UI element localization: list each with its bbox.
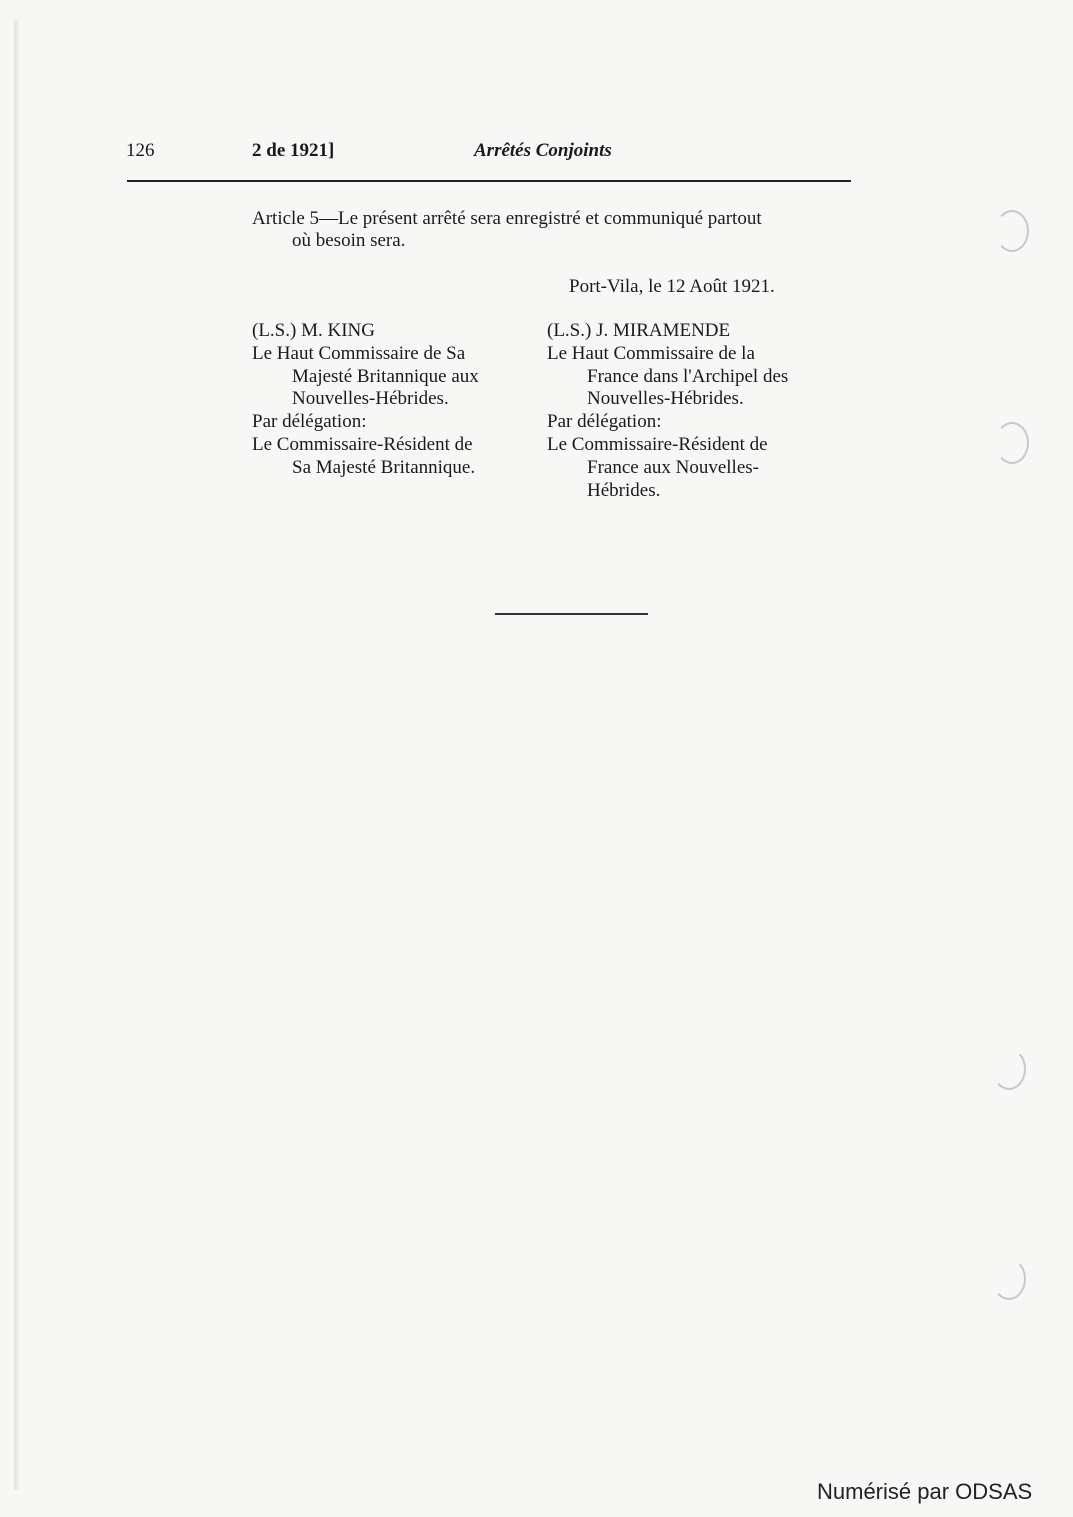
- article-5: [252, 208, 862, 252]
- left-seal-name: (L.S.) M. KING: [252, 320, 375, 341]
- left-title-line-4: Le Commissaire-Résident de: [252, 433, 473, 455]
- running-title: Arrêtés Conjoints: [474, 140, 612, 161]
- page-binding-edge: [14, 20, 19, 1490]
- digitization-credit: Numérisé par ODSAS: [817, 1479, 1033, 1504]
- left-title-line-5: Sa Majesté Britannique.: [292, 456, 476, 478]
- page-header: [0, 140, 1073, 170]
- punch-hole-mark: [992, 1258, 1026, 1300]
- punch-hole-mark: [995, 422, 1029, 464]
- signature-block-right: [547, 320, 847, 502]
- left-title-line-1: Le Haut Commissaire de Sa: [252, 342, 466, 364]
- left-title-line-2: Majesté Britannique aux: [292, 365, 479, 387]
- page-number: 126: [126, 140, 155, 161]
- right-title-line-2: France dans l'Archipel des: [587, 365, 789, 387]
- right-title-line-5: France aux Nouvelles-: [587, 456, 759, 478]
- article-line-1: Article 5—Le présent arrêté sera enregistré et communiqué partout: [252, 208, 762, 229]
- place-date: Port-Vila, le 12 Août 1921.: [569, 276, 775, 297]
- punch-hole-mark: [995, 210, 1029, 252]
- document-reference: 2 de 1921]: [252, 140, 335, 161]
- signature-block-left: [252, 320, 532, 480]
- article-line-2: où besoin sera.: [292, 230, 406, 251]
- right-seal-name: (L.S.) J. MIRAMENDE: [547, 320, 731, 341]
- punch-hole-mark: [992, 1048, 1026, 1090]
- section-end-rule: [495, 613, 648, 615]
- left-title-line-3: Nouvelles-Hébrides.: [292, 388, 449, 410]
- right-title-line-3: Nouvelles-Hébrides.: [587, 388, 744, 410]
- left-delegation: Par délégation:: [252, 411, 367, 433]
- right-title-line-1: Le Haut Commissaire de la: [547, 342, 755, 364]
- right-title-line-4: Le Commissaire-Résident de: [547, 433, 768, 455]
- right-delegation: Par délégation:: [547, 411, 662, 433]
- header-rule: [127, 180, 851, 182]
- right-title-line-6: Hébrides.: [587, 479, 661, 501]
